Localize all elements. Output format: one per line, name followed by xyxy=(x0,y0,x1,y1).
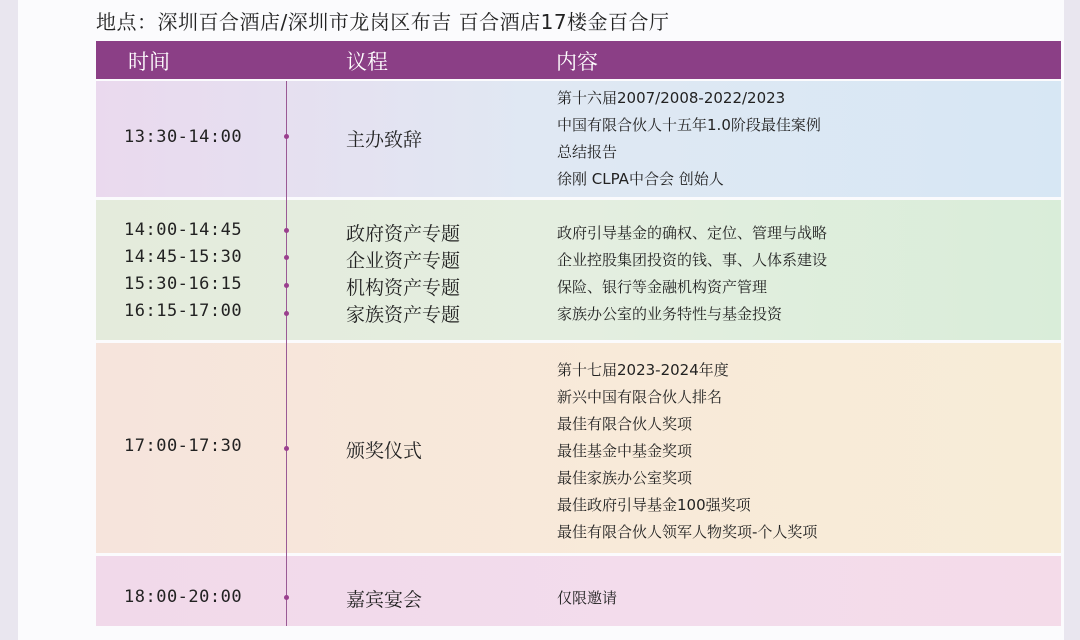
timeline-line xyxy=(286,81,287,626)
session-content-line: 徐刚 CLPA中合会 创始人 xyxy=(557,170,724,188)
session-time: 14:45-15:30 xyxy=(124,247,243,267)
header-agenda: 议程 xyxy=(346,50,388,74)
session-content-line: 企业控股集团投资的钱、事、人体系建设 xyxy=(557,251,828,269)
session-time: 16:15-17:00 xyxy=(124,301,243,321)
session-agenda: 颁奖仪式 xyxy=(346,440,423,462)
session-agenda: 主办致辞 xyxy=(346,129,423,151)
session-agenda: 机构资产专题 xyxy=(346,277,461,299)
timeline-dot xyxy=(284,595,289,600)
session-content-line: 政府引导基金的确权、定位、管理与战略 xyxy=(557,224,828,242)
timeline-dot xyxy=(284,283,289,288)
session-content-line: 第十七届2023-2024年度 xyxy=(557,361,729,379)
header-content: 内容 xyxy=(556,50,598,74)
timeline-dot xyxy=(284,134,289,139)
session-content-line: 最佳家族办公室奖项 xyxy=(557,469,693,487)
session-time: 17:00-17:30 xyxy=(124,436,243,456)
timeline-dot xyxy=(284,228,289,233)
venue-location: 地点：深圳百合酒店/深圳市龙岗区布吉 百合酒店17楼金百合厅 xyxy=(96,10,670,34)
session-time: 18:00-20:00 xyxy=(124,587,243,607)
session-agenda: 嘉宾宴会 xyxy=(346,589,423,611)
session-content-line: 总结报告 xyxy=(557,143,618,161)
session-content-line: 最佳有限合伙人领军人物奖项-个人奖项 xyxy=(557,523,818,541)
session-content-line: 家族办公室的业务特性与基金投资 xyxy=(557,305,783,323)
session-content-line: 第十六届2007/2008-2022/2023 xyxy=(557,89,786,107)
session-content-line: 最佳政府引导基金100强奖项 xyxy=(557,496,751,514)
timeline-dot xyxy=(284,311,289,316)
header-time: 时间 xyxy=(128,50,170,74)
timeline-dot xyxy=(284,446,289,451)
session-agenda: 家族资产专题 xyxy=(346,304,461,326)
agenda-header xyxy=(96,41,1061,79)
session-agenda: 企业资产专题 xyxy=(346,250,461,272)
timeline-dot xyxy=(284,255,289,260)
session-content-line: 仅限邀请 xyxy=(557,589,618,607)
session-content-line: 保险、银行等金融机构资产管理 xyxy=(557,278,768,296)
session-content-line: 新兴中国有限合伙人排名 xyxy=(557,388,723,406)
session-content-line: 中国有限合伙人十五年1.0阶段最佳案例 xyxy=(557,116,821,134)
session-time: 14:00-14:45 xyxy=(124,220,243,240)
session-time: 15:30-16:15 xyxy=(124,274,243,294)
session-content-line: 最佳基金中基金奖项 xyxy=(557,442,693,460)
session-content-line: 最佳有限合伙人奖项 xyxy=(557,415,693,433)
session-agenda: 政府资产专题 xyxy=(346,223,461,245)
session-time: 13:30-14:00 xyxy=(124,127,243,147)
